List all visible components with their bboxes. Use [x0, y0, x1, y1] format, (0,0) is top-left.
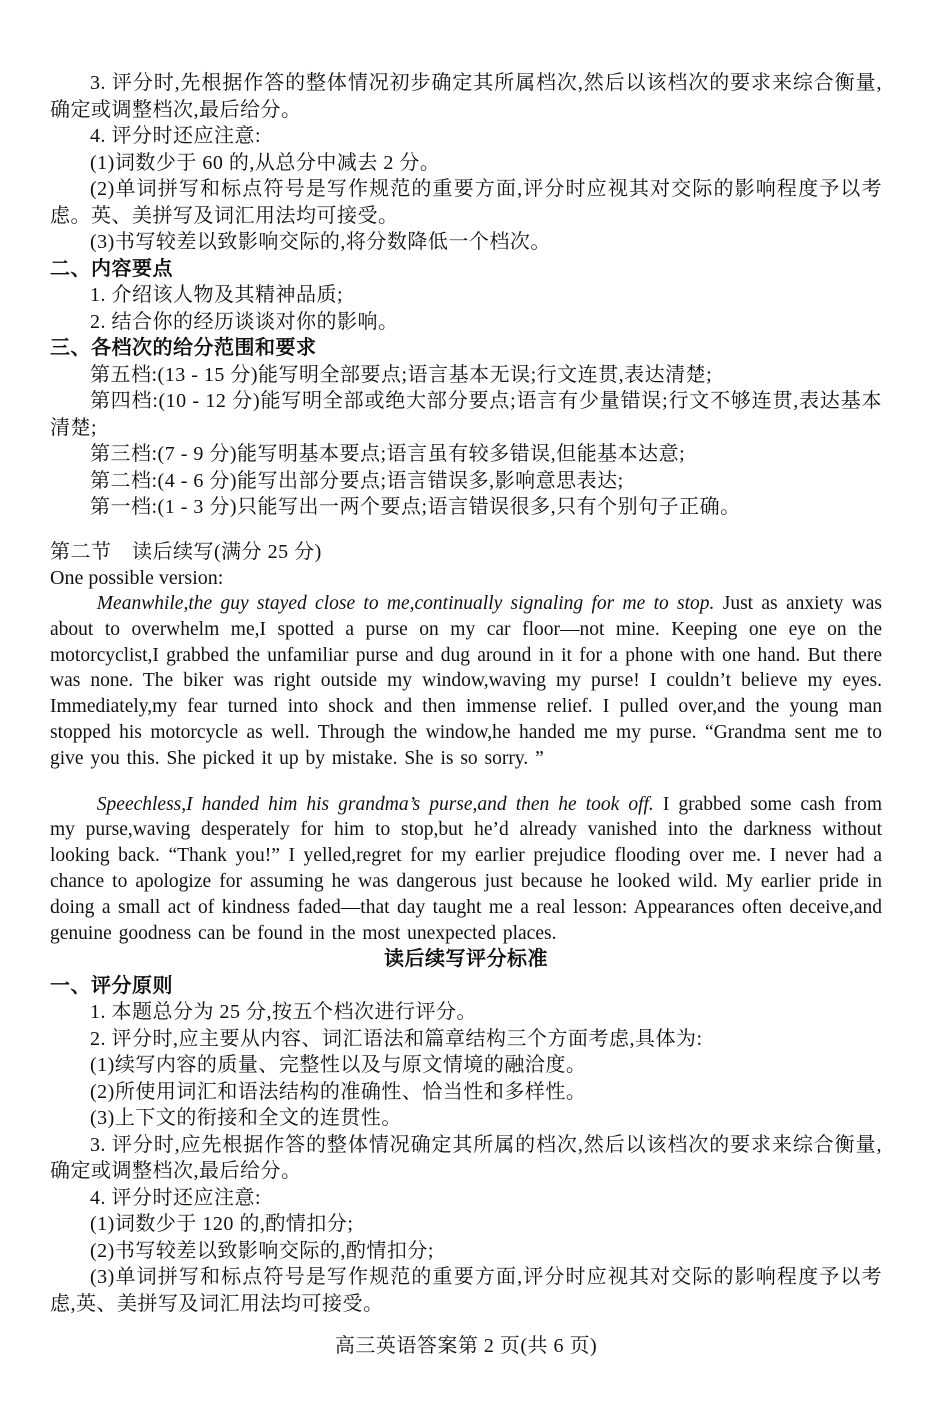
writing-scoring-note-1: (1)词数少于 60 的,从总分中减去 2 分。	[90, 151, 441, 174]
grade-band-2: 第二档:(4 - 6 分)能写出部分要点;语言错误多,影响意思表达;	[90, 469, 624, 492]
paragraph-1-body: Just as anxiety was about to overwhelm me,I spotted a purse on my car floor—not mine. Keeping one eye on the motorcyclist,I grabbed the unfamiliar purse and dug around in it for a phone with one hand. But there was none. The biker was right outside my window,waving my purse! I couldn’t believe my eyes. Immediately,my fear turned into shock and then immense relief. I pulled over,and the young man stopped his motorcycle as well. Through the window,he handed me my purse. “Grandma sent me to give you this. She picked it up by mistake. She is so sorry. ”	[50, 593, 882, 769]
writing-scoring-item-3: 3. 评分时,先根据作答的整体情况初步确定其所属档次,然后以该档次的要求来综合衡量,确定或调整档次,最后给分。	[50, 72, 882, 121]
grade-band-5: 第五档:(13 - 15 分)能写明全部要点;语言基本无误;行文连贯,表达清楚;	[90, 363, 713, 386]
writing-scoring-note-2: (2)单词拼写和标点符号是写作规范的重要方面,评分时应视其对交际的影响程度予以考虑。英、美拼写及词汇用法均可接受。	[50, 178, 882, 227]
continuation-paragraph-2	[50, 792, 882, 947]
content-points-heading: 二、内容要点	[50, 257, 173, 280]
scoring-principle-1: 1. 本题总分为 25 分,按五个档次进行评分。	[90, 1001, 477, 1024]
scoring-principles-heading: 一、评分原则	[50, 974, 173, 997]
footer-page-label: 高三英语答案第 2 页(共 6 页)	[334, 1335, 598, 1358]
continuation-scoring-heading: 读后续写评分标准	[384, 948, 548, 971]
one-possible-version-label: One possible version:	[50, 567, 224, 589]
scoring-principle-2-1: (1)续写内容的质量、完整性以及与原文情境的融洽度。	[90, 1054, 587, 1077]
scoring-principle-4: 4. 评分时还应注意:	[90, 1186, 262, 1209]
grade-band-3: 第三档:(7 - 9 分)能写明基本要点;语言虽有较多错误,但能基本达意;	[90, 443, 686, 465]
paragraph-1-lead-italic: Meanwhile,the guy stayed close to me,continually signaling for me to stop.	[96, 593, 715, 614]
grade-band-1: 第一档:(1 - 3 分)只能写出一两个要点;语言错误很多,只有个别句子正确。	[90, 496, 741, 518]
scoring-principle-4-1: (1)词数少于 120 的,酌情扣分;	[90, 1213, 354, 1236]
scoring-principle-2-2: (2)所使用词汇和语法结构的准确性、恰当性和多样性。	[90, 1080, 587, 1103]
scoring-principle-4-3: (3)单词拼写和标点符号是写作规范的重要方面,评分时应视其对交际的影响程度予以考虑,英、美拼写及词汇用法均可接受。	[50, 1266, 882, 1315]
scoring-principle-3: 3. 评分时,应先根据作答的整体情况确定其所属的档次,然后以该档次的要求来综合衡量,确定或调整档次,最后给分。	[50, 1133, 882, 1183]
paragraph-2-lead-italic: Speechless,I handed him his grandma’s purse,and then he took off.	[96, 793, 654, 815]
content-point-2: 2. 结合你的经历谈谈对你的影响。	[90, 310, 399, 333]
grade-bands-heading: 三、各档次的给分范围和要求	[50, 337, 317, 359]
continuation-section-title: 第二节 读后续写(满分 25 分)	[50, 540, 322, 563]
paragraph-2-body: I grabbed some cash from my purse,waving desperately for him to stop,but he’d already vanished into the darkness without looking back. “Thank you!” I yelled,regret for my earlier prejudice flooding over me. I never had a chance to apologize for assuming he was dangerous just because he looked wild. My earlier pride in doing a small act of kindness faded—that day taught me a real lesson: Appearances often deceive,and genuine goodness can be found in the most unexpected places.	[50, 793, 882, 944]
scoring-principle-2-3: (3)上下文的衔接和全文的连贯性。	[90, 1107, 402, 1130]
scoring-principle-4-2: (2)书写较差以致影响交际的,酌情扣分;	[90, 1239, 434, 1262]
content-point-1: 1. 介绍该人物及其精神品质;	[90, 284, 344, 306]
scoring-principle-2: 2. 评分时,应主要从内容、词汇语法和篇章结构三个方面考虑,具体为:	[90, 1027, 703, 1050]
writing-scoring-note-3: (3)书写较差以致影响交际的,将分数降低一个档次。	[90, 231, 551, 253]
grade-band-4: 第四档:(10 - 12 分)能写明全部或绝大部分要点;语言有少量错误;行文不够连贯,表达基本清楚;	[50, 390, 882, 439]
continuation-paragraph-1	[50, 591, 882, 772]
writing-scoring-item-4: 4. 评分时还应注意:	[90, 125, 262, 147]
